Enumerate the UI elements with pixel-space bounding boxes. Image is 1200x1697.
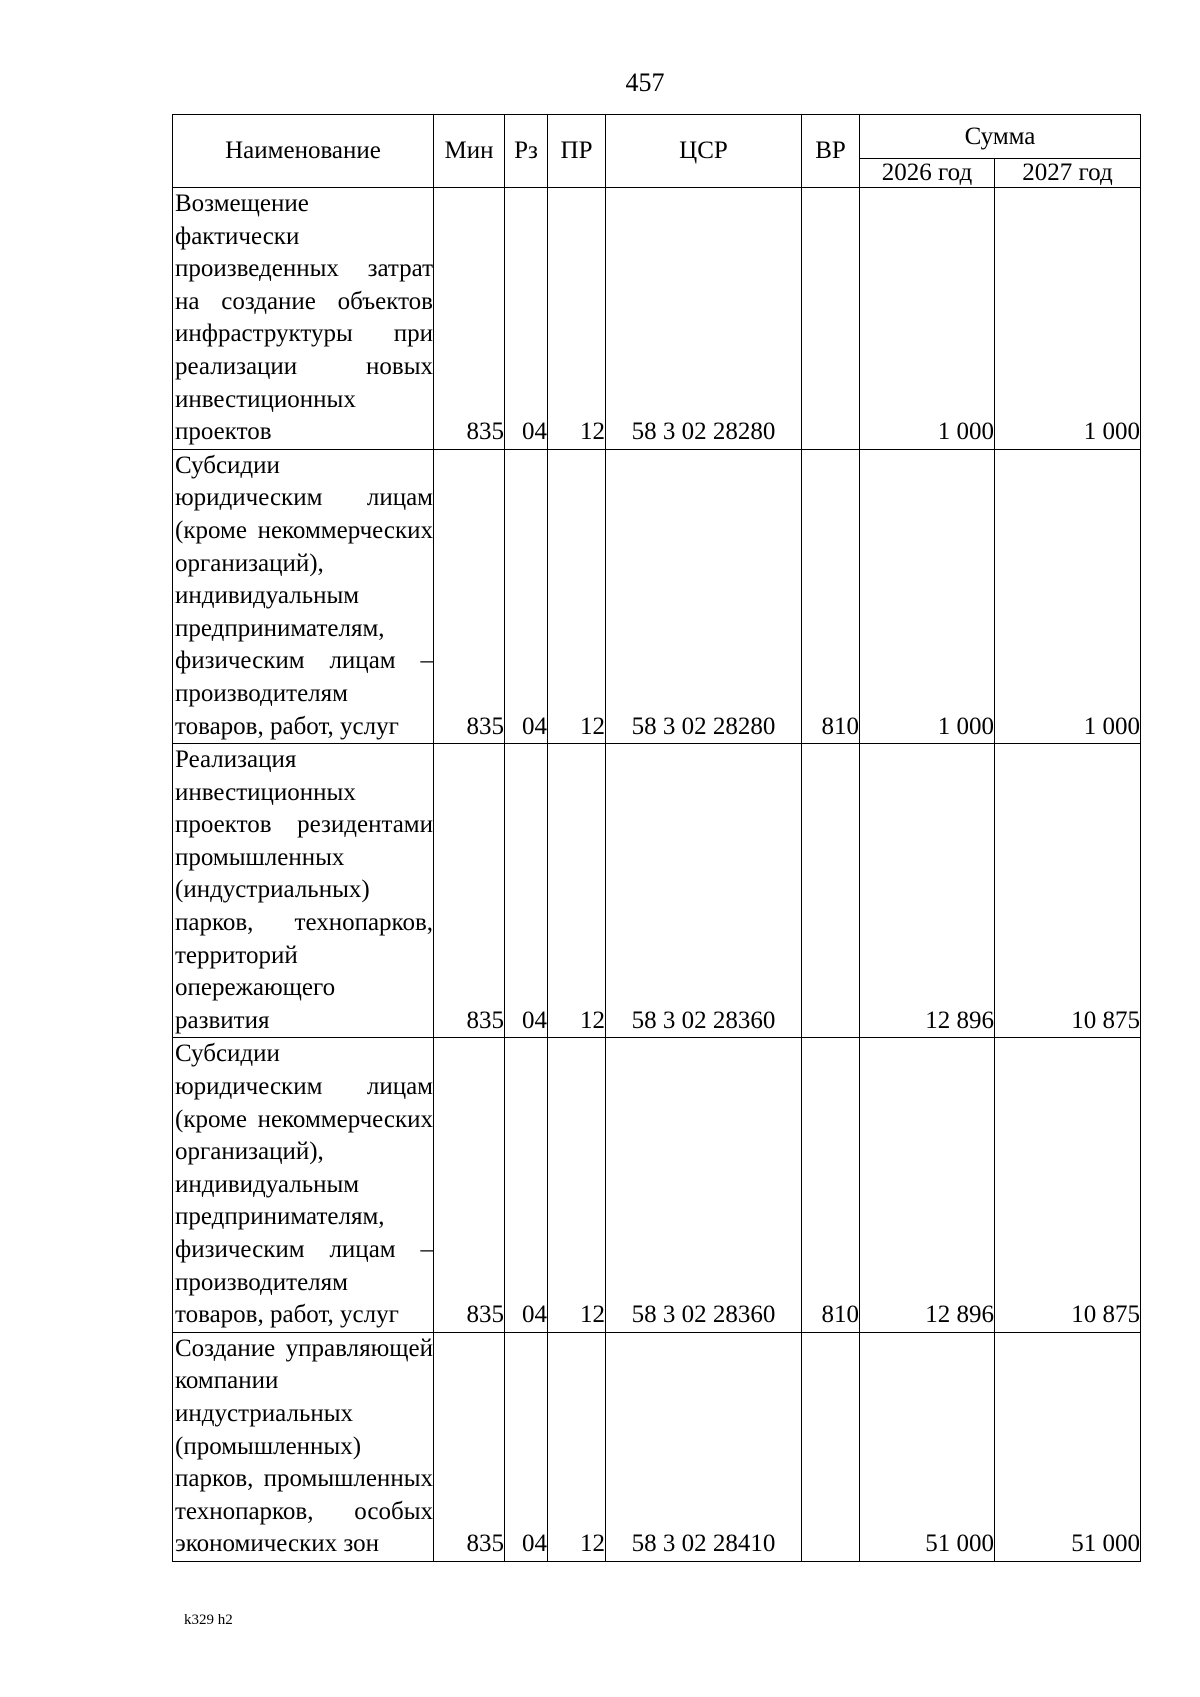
row-pr: 12 (548, 1332, 606, 1561)
header-csr: ЦСР (606, 115, 802, 188)
row-rz: 04 (505, 1038, 548, 1332)
row-sum-2026: 1 000 (860, 449, 995, 743)
row-vr: 810 (802, 449, 860, 743)
row-name: Возмещение фактически произведенных затрат на создание объектов инфраструктуры при реализации новых инвестиционных проектов (173, 188, 434, 450)
row-sum-2027: 10 875 (995, 744, 1141, 1038)
row-name: Создание управляющей компании индустриальных (промышленных) парков, промышленных технопарков, особых экономических зон (173, 1332, 434, 1561)
header-pr: ПР (548, 115, 606, 188)
row-rz: 04 (505, 744, 548, 1038)
row-csr: 58 3 02 28280 (606, 449, 802, 743)
header-year-2026: 2026 год (860, 159, 995, 188)
row-vr (802, 1332, 860, 1561)
row-sum-2027: 51 000 (995, 1332, 1141, 1561)
row-name: Субсидии юридическим лицам (кроме некоммерческих организаций), индивидуальным предпринимателям, физическим лицам – производителям товаров, работ, услуг (173, 449, 434, 743)
page-number: 457 (625, 68, 665, 97)
row-rz: 04 (505, 188, 548, 450)
row-vr: 810 (802, 1038, 860, 1332)
row-pr: 12 (548, 744, 606, 1038)
row-sum-2027: 1 000 (995, 188, 1141, 450)
table-row (173, 449, 1141, 743)
table-row (173, 188, 1141, 450)
row-pr: 12 (548, 449, 606, 743)
table-row (173, 744, 1141, 1038)
table-row (173, 1038, 1141, 1332)
row-min: 835 (434, 188, 505, 450)
header-name: Наименование (173, 115, 434, 188)
row-name: Субсидии юридическим лицам (кроме некоммерческих организаций), индивидуальным предпринимателям, физическим лицам – производителям товаров, работ, услуг (173, 1038, 434, 1332)
row-vr (802, 744, 860, 1038)
row-rz: 04 (505, 1332, 548, 1561)
row-min: 835 (434, 744, 505, 1038)
row-pr: 12 (548, 188, 606, 450)
row-pr: 12 (548, 1038, 606, 1332)
header-year-2027: 2027 год (995, 159, 1141, 188)
row-csr: 58 3 02 28410 (606, 1332, 802, 1561)
row-min: 835 (434, 449, 505, 743)
row-csr: 58 3 02 28360 (606, 744, 802, 1038)
budget-table (172, 114, 1141, 1562)
row-min: 835 (434, 1332, 505, 1561)
header-vr: ВР (802, 115, 860, 188)
row-sum-2026: 12 896 (860, 1038, 995, 1332)
row-name: Реализация инвестиционных проектов резидентами промышленных (индустриальных) парков, технопарков, территорий опережающего развития (173, 744, 434, 1038)
row-vr (802, 188, 860, 450)
row-csr: 58 3 02 28280 (606, 188, 802, 450)
header-min: Мин (434, 115, 505, 188)
row-rz: 04 (505, 449, 548, 743)
row-min: 835 (434, 1038, 505, 1332)
row-csr: 58 3 02 28360 (606, 1038, 802, 1332)
header-sum: Сумма (860, 115, 1141, 159)
row-sum-2027: 1 000 (995, 449, 1141, 743)
row-sum-2026: 12 896 (860, 744, 995, 1038)
row-sum-2027: 10 875 (995, 1038, 1141, 1332)
footer-code: k329 h2 (184, 1612, 233, 1628)
row-sum-2026: 51 000 (860, 1332, 995, 1561)
header-rz: Рз (505, 115, 548, 188)
row-sum-2026: 1 000 (860, 188, 995, 450)
table-row (173, 1332, 1141, 1561)
